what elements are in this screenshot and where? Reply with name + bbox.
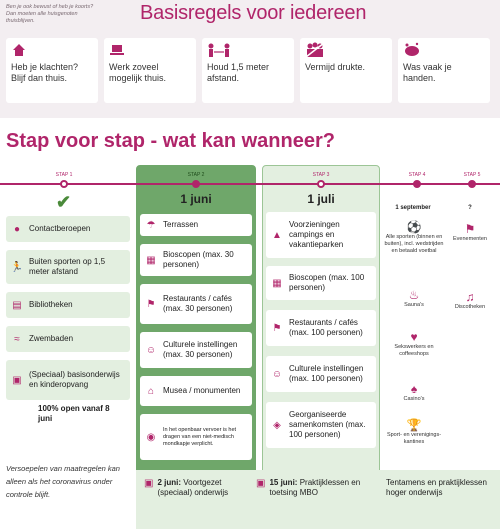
basisregels-title: Basisregels voor iedereen xyxy=(140,2,367,24)
section-title: Stap voor stap - wat kan wanneer? xyxy=(6,130,335,152)
book-icon: ▤ xyxy=(12,299,22,311)
item-text: Musea / monumenten xyxy=(163,386,241,395)
laptop-icon xyxy=(109,42,125,58)
stap1-item-basisonderwijs xyxy=(6,360,130,400)
cinema-icon: ▦ xyxy=(146,254,156,266)
cinema-icon: ▦ xyxy=(272,277,282,289)
stap5-item-discotheken xyxy=(442,290,498,311)
item-text: Alle sporten (binnen en buiten), incl. wedstrijden en betaald voetbal xyxy=(384,234,444,254)
stap5-item-evenementen xyxy=(442,222,498,243)
terrace-icon: ☂ xyxy=(146,219,156,231)
stap-label: STAP 5 xyxy=(463,172,481,178)
school-icon: ▣ xyxy=(144,478,154,489)
household-note: Ben je ook bewust of heb je koorts? Dan moeten alle huisgenoten thuisblijven. xyxy=(6,4,94,24)
mask-icon: ◉ xyxy=(146,431,156,443)
item-text: Sekswerkers en coffeeshops xyxy=(394,344,434,357)
handwash-icon xyxy=(403,42,419,58)
running-icon: 🏃 xyxy=(10,261,24,273)
rule-card-crowd xyxy=(300,38,392,103)
stap4-item-kantines xyxy=(384,418,444,446)
stap1-item-bibliotheken xyxy=(6,292,130,318)
disco-icon: ♫ xyxy=(465,290,475,304)
timeline-dot xyxy=(60,180,68,188)
stap4-item-casinos xyxy=(384,382,444,403)
stap2-item-restaurants xyxy=(140,284,252,324)
stap3-date: 1 juli xyxy=(307,192,335,206)
item-text: Bioscopen (max. 30 personen) xyxy=(163,250,234,269)
crowd-icon xyxy=(305,42,321,58)
rule-card-laptop xyxy=(104,38,196,103)
stap2-item-terrassen xyxy=(140,214,252,236)
item-text: Georganiseerde samenkomsten (max. 100 personen) xyxy=(289,410,366,439)
stap2-item-bioscopen xyxy=(140,244,252,276)
casino-icon: ♠ xyxy=(410,382,418,396)
onderwijs-date: 2 juni: xyxy=(157,478,182,487)
camping-icon: ▲ xyxy=(272,229,282,241)
item-text: Evenementen xyxy=(453,236,487,242)
item-text: Zwembaden xyxy=(29,334,74,343)
stap1-open-note: 100% open vanaf 8 juni xyxy=(38,404,110,423)
stap-label: STAP 2 xyxy=(187,172,205,178)
item-text: Buiten sporten op 1,5 meter afstand xyxy=(29,257,106,276)
stap3-item-restaurants xyxy=(266,310,376,346)
timeline-line xyxy=(0,183,500,185)
theater-icon: ☺ xyxy=(271,368,283,380)
item-text: Sauna's xyxy=(404,302,424,308)
stap1-item-zwembaden xyxy=(6,326,130,352)
item-text: Contactberoepen xyxy=(29,224,91,233)
sauna-icon: ♨ xyxy=(408,288,420,302)
stap5-date: ? xyxy=(468,205,472,211)
item-text: Sport- en verenigings-kantines xyxy=(386,432,442,445)
museum-icon: ⌂ xyxy=(147,385,155,397)
item-text: Bioscopen (max. 100 personen) xyxy=(289,273,365,292)
stap4-item-saunas xyxy=(384,288,444,309)
item-text: Voorzieningen campings en vakantieparken xyxy=(289,220,344,249)
rule-card-distance xyxy=(202,38,294,103)
canteen-icon: 🏆 xyxy=(406,418,422,432)
onderwijs-desc: Voortgezet (speciaal) onderwijs xyxy=(157,478,229,497)
item-text: Bibliotheken xyxy=(29,300,73,309)
stap3-item-bioscopen xyxy=(266,266,376,300)
rule-text: Werk zoveel mogelijk thuis. xyxy=(109,62,167,83)
onderwijs-desc: Praktijklessen en toetsing MBO xyxy=(269,478,361,497)
onderwijs-item-hoger xyxy=(386,478,494,498)
stap3-item-samenkomsten xyxy=(266,402,376,448)
item-text: Restaurants / cafés (max. 100 personen) xyxy=(289,318,363,337)
stap-label: STAP 4 xyxy=(408,172,426,178)
item-text: Casino's xyxy=(403,396,425,402)
meeting-icon: ◈ xyxy=(273,419,281,431)
item-text: Discotheken xyxy=(454,304,486,310)
person-icon: ● xyxy=(13,223,21,235)
item-text: Culturele instellingen (max. 100 personen) xyxy=(289,364,364,383)
onderwijs-item-voortgezet xyxy=(144,478,250,498)
item-text: (Speciaal) basisonderwijs en kinderopvang xyxy=(29,370,120,389)
item-text: Restaurants / cafés (max. 30 personen) xyxy=(163,294,233,313)
item-text: In het openbaar vervoer is het dragen van een niet-medisch mondkapje verplicht. xyxy=(163,426,237,447)
footnote: Versoepelen van maatregelen kan alleen als het coronavirus onder controle blijft. xyxy=(6,464,120,499)
events-icon: ⚑ xyxy=(464,222,476,236)
school-icon: ▣ xyxy=(256,478,266,489)
restaurant-icon: ⚑ xyxy=(146,298,156,310)
stap4-date: 1 september xyxy=(395,205,431,211)
timeline-dot xyxy=(468,180,476,188)
stap4-item-sporten xyxy=(384,220,444,255)
home-icon xyxy=(11,42,27,58)
rule-text: Houd 1,5 meter afstand. xyxy=(207,62,270,83)
check-icon: ✔ xyxy=(56,192,72,212)
stap3-item-campings xyxy=(266,212,376,258)
stap3-item-culturele-instellingen xyxy=(266,356,376,392)
rule-text: Was vaak je handen. xyxy=(403,62,452,83)
stap4-item-sekswerkers xyxy=(384,330,444,358)
onderwijs-item-mbo xyxy=(256,478,366,498)
onderwijs-text xyxy=(269,478,366,498)
swim-icon: ≈ xyxy=(14,333,20,345)
stap1-item-buiten-sporten xyxy=(6,250,130,284)
timeline-dot xyxy=(317,180,325,188)
stap-label: STAP 3 xyxy=(312,172,330,178)
school-icon: ▣ xyxy=(12,374,22,386)
timeline-dot xyxy=(192,180,200,188)
restaurant-icon: ⚑ xyxy=(272,322,282,334)
item-text: Terrassen xyxy=(163,220,199,229)
distance-icon xyxy=(207,42,223,58)
sports-icon: ⚽ xyxy=(406,220,422,234)
rule-card-handwash xyxy=(398,38,490,103)
theater-icon: ☺ xyxy=(145,344,157,356)
stap1-item-contactberoepen xyxy=(6,216,130,242)
rule-text: Heb je klachten? Blijf dan thuis. xyxy=(11,62,79,83)
stap2-item-musea xyxy=(140,376,252,406)
item-text: Culturele instellingen (max. 30 personen) xyxy=(163,340,238,359)
rule-card-home xyxy=(6,38,98,103)
stap2-item-mondkapje xyxy=(140,414,252,460)
timeline-dot xyxy=(413,180,421,188)
rule-text: Vermijd drukte. xyxy=(305,62,366,72)
stap-label: STAP 1 xyxy=(55,172,73,178)
onderwijs-desc: Tentamens en praktijklessen hoger onderwijs xyxy=(386,478,487,497)
sexwork-icon: ♥ xyxy=(410,330,418,344)
onderwijs-date: 15 juni: xyxy=(269,478,298,487)
stap2-item-culturele-instellingen xyxy=(140,332,252,368)
stap2-date: 1 juni xyxy=(180,192,212,206)
onderwijs-text xyxy=(157,478,250,498)
